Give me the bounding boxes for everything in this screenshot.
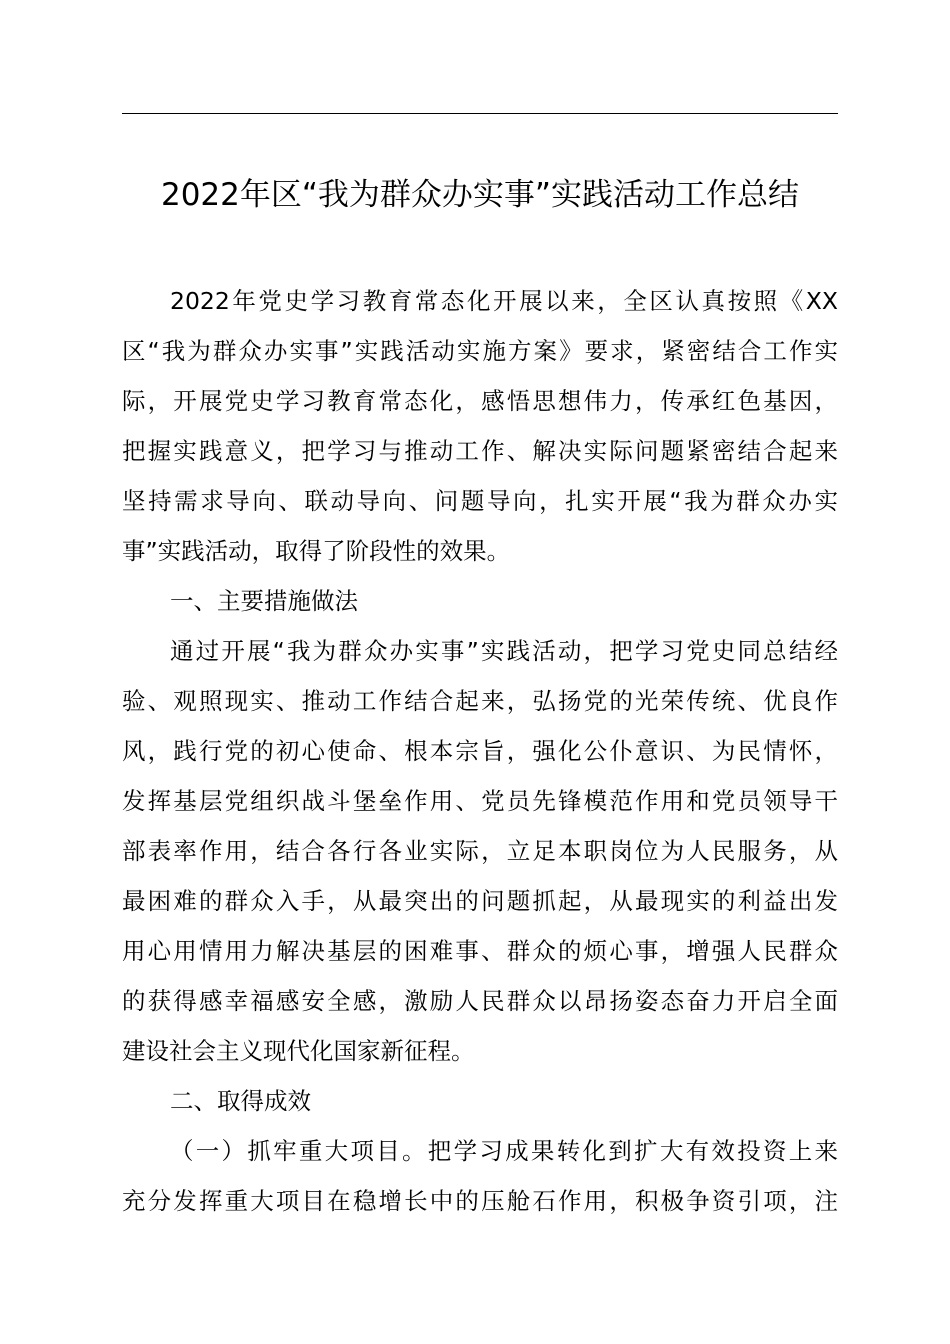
body-line: 用心用情用力解决基层的困难事、群众的烦心事，增强人民群众 — [122, 937, 838, 965]
header-rule — [122, 113, 838, 114]
body-line: （一）抓牢重大项目。把学习成果转化到扩大有效投资上来 — [170, 1137, 838, 1165]
body-line: 充分发挥重大项目在稳增长中的压舱石作用，积极争资引项，注 — [122, 1187, 838, 1215]
body-line: 建设社会主义现代化国家新征程。 — [122, 1037, 475, 1065]
body-line: 通过开展“我为群众办实事”实践活动，把学习党史同总结经 — [170, 637, 838, 665]
body-line: 风，践行党的初心使命、根本宗旨，强化公仆意识、为民情怀， — [122, 737, 838, 765]
body-line: 坚持需求导向、联动导向、问题导向，扎实开展“我为群众办实 — [122, 487, 838, 515]
body-line: 发挥基层党组织战斗堡垒作用、党员先锋模范作用和党员领导干 — [122, 787, 838, 815]
body-line: 把握实践意义，把学习与推动工作、解决实际问题紧密结合起来 — [122, 437, 838, 465]
body-line: 的获得感幸福感安全感，激励人民群众以昂扬姿态奋力开启全面 — [122, 987, 838, 1015]
body-line: 部表率作用，结合各行各业实际，立足本职岗位为人民服务，从 — [122, 837, 838, 865]
section-heading: 一、主要措施做法 — [170, 587, 358, 615]
body-line: 最困难的群众入手，从最突出的问题抓起，从最现实的利益出发 — [122, 887, 838, 915]
body-line: 际，开展党史学习教育常态化，感悟思想伟力，传承红色基因， — [122, 387, 838, 415]
document-title: 2022年区“我为群众办实事”实践活动工作总结 — [160, 177, 799, 213]
body-line: 验、观照现实、推动工作结合起来，弘扬党的光荣传统、优良作 — [122, 687, 838, 715]
body-line: 事”实践活动，取得了阶段性的效果。 — [122, 537, 511, 565]
section-heading: 二、取得成效 — [170, 1087, 311, 1115]
body-line: 2022年党史学习教育常态化开展以来，全区认真按照《XX — [170, 287, 838, 315]
body-line: 区“我为群众办实事”实践活动实施方案》要求，紧密结合工作实 — [122, 337, 838, 365]
document-body — [122, 276, 838, 1226]
